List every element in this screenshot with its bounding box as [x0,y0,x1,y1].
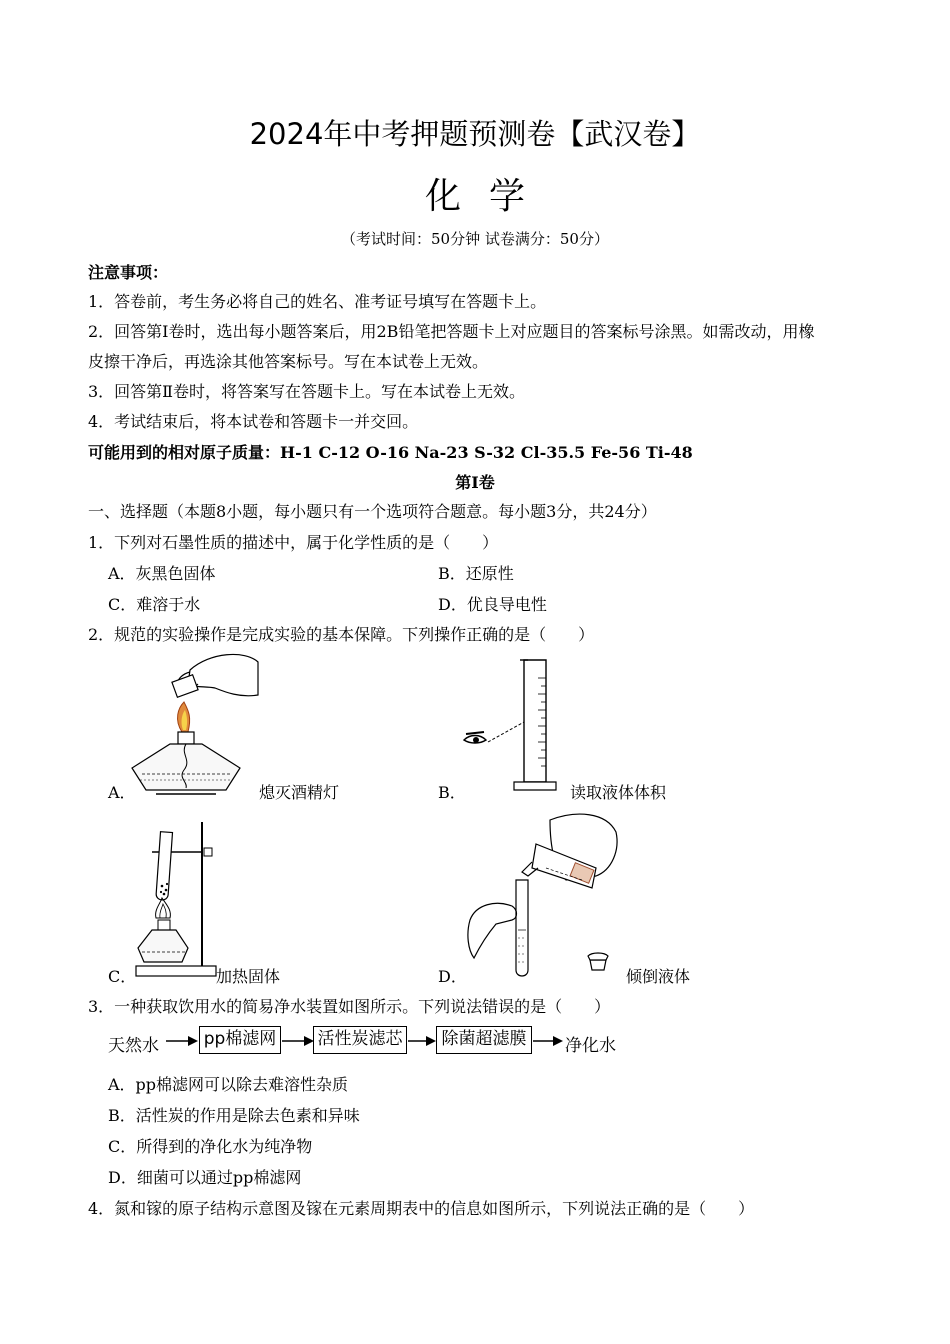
exam-time-info: （考试时间：50分钟 试卷满分：50分） [341,230,609,248]
notes-heading: 注意事项： [88,263,169,282]
q1-stem: 1．下列对石墨性质的描述中，属于化学性质的是（ ） [88,533,499,552]
graduated-cylinder-reading-illustration [462,658,572,798]
note-item: 3．回答第Ⅱ卷时，将答案写在答题卡上。写在本试卷上无效。 [88,382,526,401]
q1-option-a: A．灰黑色固体 [108,564,216,583]
q2-stem: 2．规范的实验操作是完成实验的基本保障。下列操作正确的是（ ） [88,625,595,644]
note-item: 2．回答第Ⅰ卷时，选出每小题答案后，用2B铅笔把答题卡上对应题目的答案标号涂黑。如需改动，用橡 [88,322,815,341]
flow-step-carbon-filter: 活性炭滤芯 [313,1026,407,1054]
q1-option-c: C．难溶于水 [108,595,201,614]
flow-source: 天然水 [108,1036,159,1056]
q4-stem: 4．氮和镓的原子结构示意图及镓在元素周期表中的信息如图所示，下列说法正确的是（ ） [88,1199,755,1218]
alcohol-lamp-capping-illustration [130,650,260,798]
arrow-icon [408,1034,436,1048]
q2-option-b-caption: 读取液体体积 [570,783,667,802]
exam-title: 2024年中考押题预测卷【武汉卷】 [249,117,701,151]
pouring-liquid-illustration [466,810,626,980]
note-item: 4．考试结束后，将本试卷和答题卡一并交回。 [88,412,419,431]
q3-stem: 3．一种获取饮用水的简易净水装置如图所示。下列说法错误的是（ ） [88,997,611,1016]
q2-option-b-letter: B． [438,783,466,802]
q1-option-b: B．还原性 [438,564,514,583]
note-item: 皮擦干净后，再选涂其他答案标号。写在本试卷上无效。 [88,352,489,371]
part-title: 一、选择题（本题8小题，每小题只有一个选项符合题意。每小题3分，共24分） [88,502,657,521]
arrow-icon [282,1034,314,1048]
flow-step-pp-filter: pp棉滤网 [199,1026,281,1054]
arrow-icon [166,1034,198,1048]
subject-title: 化学 [424,176,553,217]
q2-option-c-caption: 加热固体 [216,967,281,986]
q3-option-c: C．所得到的净化水为纯净物 [108,1137,313,1156]
q2-option-c-letter: C． [108,967,137,986]
flow-result: 净化水 [565,1036,616,1056]
q3-option-d: D．细菌可以通过pp棉滤网 [108,1168,302,1187]
volume-title: 第Ⅰ卷 [455,473,495,492]
q2-option-d-caption: 倾倒液体 [626,967,691,986]
atomic-masses: 可能用到的相对原子质量：H-1 C-12 O-16 Na-23 S-32 Cl-35.5 Fe-56 Ti-48 [88,443,693,462]
note-item: 1．答卷前，考生务必将自己的姓名、准考证号填写在答题卡上。 [88,292,547,311]
q2-option-a-letter: A． [108,783,136,802]
arrow-icon [533,1034,563,1048]
flow-step-ultrafiltration: 除菌超滤膜 [436,1026,532,1054]
heating-solid-illustration [134,818,218,980]
q1-option-d: D．优良导电性 [438,595,547,614]
q2-option-d-letter: D． [438,967,467,986]
q3-option-a: A．pp棉滤网可以除去难溶性杂质 [108,1075,349,1094]
q2-option-a-caption: 熄灭酒精灯 [259,783,340,802]
q3-option-b: B．活性炭的作用是除去色素和异味 [108,1106,360,1125]
